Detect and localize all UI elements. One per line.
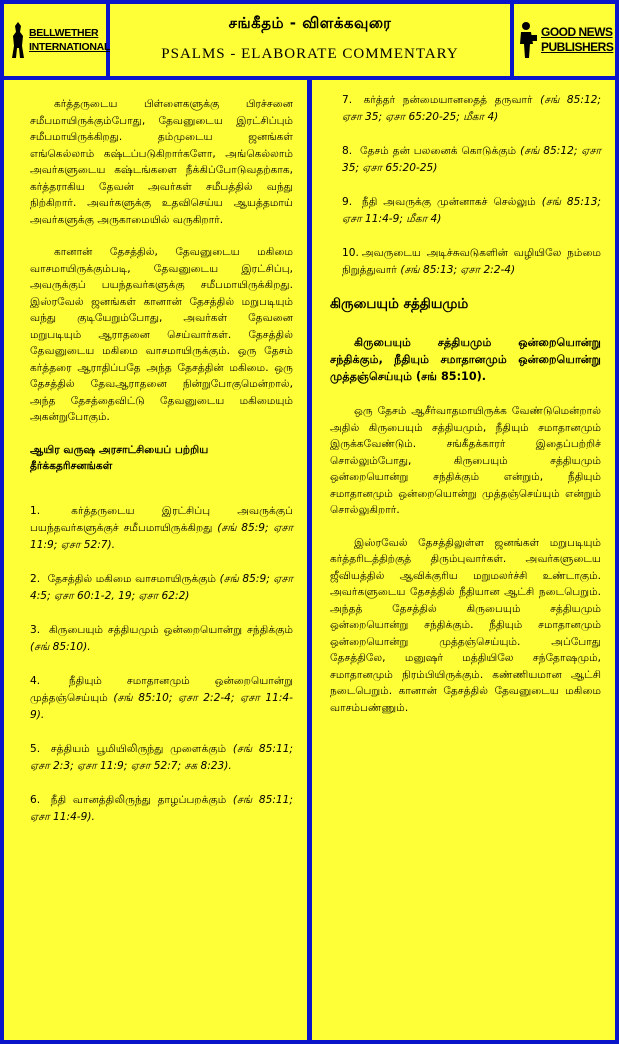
logo-right-line1: GOOD NEWS xyxy=(541,25,613,39)
right-paragraph-2: இஸ்ரவேல் தேசத்திலுள்ள ஜனங்கள் மறுபடியும் கர்த்தரிடத்திற்குத் திரும்புவார்கள். அவர்களுடைய ஜீவியத்தில் ஆவிக்குரிய மறுமலர்ச்சி உண்டாகும். அவர்களுடைய தேசத்தில் நீதியான ஆட்சி நடைபெறும். அந்தத் தேசத்தில் கிருபையும் சத்தியமும் ஒன்றையொன்று சந்திக்கும். நீதியும் சமாதானமும் ஒன்றையொன்று முத்தஞ்செய்யும். அப்போது தேசத்திலே, மனுஷர் மத்தியிலே சந்தோஷமும், சமாதானமும் நிரம்பியிருக்கும். கண்ணியமான ஆட்சி நடைபெறும். கானான் தேசத்தில் தேவனுடைய மகிமை வாசம்பண்ணும். xyxy=(330,536,601,714)
good-news-logo xyxy=(514,4,615,76)
logo-right-line2: PUBLISHERS xyxy=(541,40,614,54)
prophecies-heading: ஆயிர வருஷ அரசாட்சியைப் பற்றிய தீர்க்கதரிசனங்கள் xyxy=(30,443,209,472)
title-tamil: சங்கீதம் - விளக்கவுரை xyxy=(228,14,392,32)
right-column xyxy=(312,80,615,1040)
list-item: 2. தேசத்தில் மகிமை வாசமாயிருக்கும் (சங் 85:9; ஏசா 4:5; ஏசா 60:1-2, 19; ஏசா 62:2) xyxy=(30,572,293,602)
list-item: 9. நீதி அவருக்கு முன்னாகச் செல்லும் (சங் 85:13; ஏசா 11:4-9; மீகா 4) xyxy=(342,196,602,225)
left-paragraph-1: கர்த்தருடைய பிள்ளைகளுக்கு பிரச்சனை சமீபமாயிருக்கும்போது, தேவனுடைய இரட்சிப்பும் சமீபமாயிருக்கிறது. தம்முடைய ஜனங்கள் எங்கெல்லாம் கஷ்டப்படுகிறார்களோ, அங்கெல்லாம் அவர்களுடைய கஷ்டங்களை நீக்கிப்போடுவதற்காக, கர்த்தராகிய தேவன் அவர்கள் சமீபத்தில் வந்து நிற்கிறார். அவர்களுக்கு உதவிசெய்ய ஆயத்தமாய் அவர்களுக்கு அருகாமையில் வருகிறார். xyxy=(30,98,293,226)
left-column xyxy=(4,80,307,1040)
list-item: 7. கர்த்தர் நன்மையானதைத் தருவார் (சங் 85:12; ஏசா 35; ஏசா 65:20-25; மீகா 4) xyxy=(342,94,601,123)
key-verse: கிருபையும் சத்தியமும் ஒன்றையொன்று சந்திக்கும், நீதியும் சமாதானமும் ஒன்றையொன்று முத்தஞ்செய்யும் (சங் 85:10). xyxy=(330,336,601,383)
logo-left-line1: BELLWETHER xyxy=(29,27,99,39)
right-paragraph-1: ஒரு தேசம் ஆசீர்வாதமாயிருக்க வேண்டுமென்றால் அதில் கிருபையும் சத்தியமும், நீதியும் சமாதானமும் இருக்கவேண்டும். சங்கீதக்காரர் இதைப்பற்றிச் சொல்லும்போது, கிருபையும் சத்தியமும் ஒன்றையொன்று சந்திக்கும் என்றும், நீதியும் சமாதானமும் ஒன்றையொன்று முத்தஞ்செய்யும் என்றும் சொல்லுகிறார். xyxy=(330,405,601,516)
prophecy-list-left xyxy=(30,503,293,826)
title-banner xyxy=(110,4,510,76)
left-paragraph-2: கானான் தேசத்தில், தேவனுடைய மகிமை வாசமாயிருக்கும்படி, தேவனுடைய இரட்சிப்பு, அவருக்குப் பயந்தவர்களுக்கு சமீபமாயிருக்கிறது. இஸ்ரவேல் ஜனங்கள் கானான் தேசத்தில் மறுபடியும் வந்து குடியேறும்போது, அவர்கள் தேவனை மறுபடியும் ஆராதனை செய்வார்கள். தேசத்தில் தேவனுடைய மகிமை வாசமாயிருக்கும். ஒரு தேசம் கர்த்தரை ஆராதிப்பதே அந்த தேசத்தின் மகிமை. ஒரு தேசத்தில் தேவஆராதனை நின்றுபோகுமென்றால், அந்த தேசத்தைவிட்டு தேவனுடைய மகிமையும் அகன்றுபோகும். xyxy=(30,246,293,423)
prophecy-list-right xyxy=(330,92,601,279)
list-item: 8. தேசம் தன் பலனைக் கொடுக்கும் (சங் 85:12; ஏசா 35; ஏசா 65:20-25) xyxy=(342,145,601,174)
bellwether-logo xyxy=(4,4,111,76)
book-reader-icon xyxy=(518,20,538,60)
list-item: 5. சத்தியம் பூமியிலிருந்து முளைக்கும் (சங் 85:11; ஏசா 2:3; ஏசா 11:9; ஏசா 52:7; சக 8:23). xyxy=(30,742,294,772)
section-heading: கிருபையும் சத்தியமும் xyxy=(330,296,469,312)
list-item: 10. அவருடைய அடிச்சுவடுகளின் வழியிலே நம்மை நிறுத்துவார் (சங் 85:13; ஏசா 2:2-4) xyxy=(342,247,601,276)
bellwether-sheep-icon xyxy=(10,20,26,60)
logo-left-line2: INTERNATIONAL xyxy=(29,41,111,53)
list-item: 4. நீதியும் சமாதானமும் ஒன்றையொன்று முத்தஞ்செய்யும் (சங் 85:10; ஏசா 2:2-4; ஏசா 11:4-9). xyxy=(30,674,293,721)
title-english: PSALMS - ELABORATE COMMENTARY xyxy=(161,46,459,62)
list-item: 1. கர்த்தருடைய இரட்சிப்பு அவருக்குப் பயந்தவர்களுக்குச் சமீபமாயிருக்கிறது (சங் 85:9; ஏசா 11:9; ஏசா 52:7). xyxy=(30,504,293,551)
list-item: 3. கிருபையும் சத்தியமும் ஒன்றையொன்று சந்திக்கும் (சங் 85:10). xyxy=(30,623,293,653)
list-item: 6. நீதி வானத்திலிருந்து தாழப்பறக்கும் (சங் 85:11; ஏசா 11:4-9). xyxy=(30,793,293,823)
